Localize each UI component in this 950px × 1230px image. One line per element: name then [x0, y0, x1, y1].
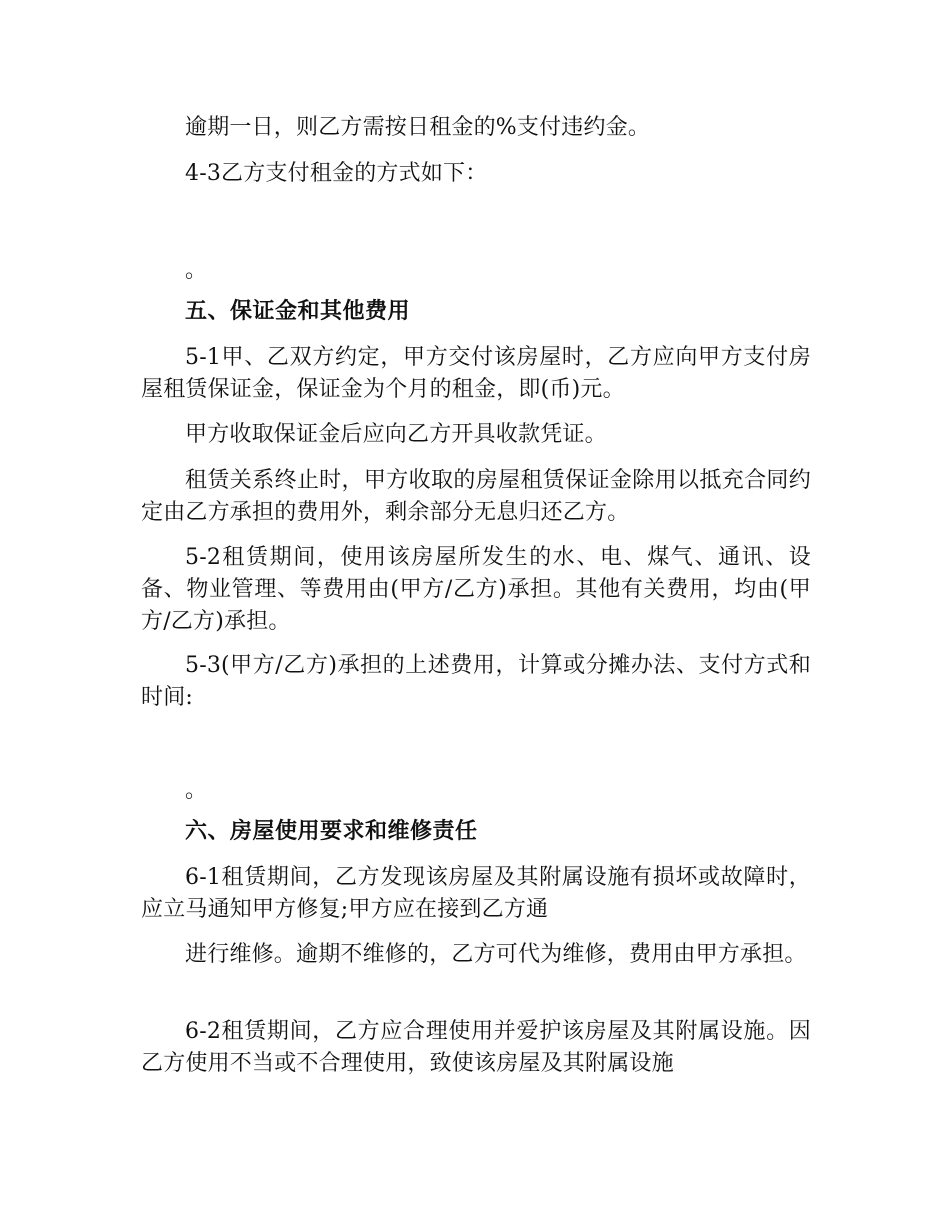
paragraph-5-2: 5-2租赁期间，使用该房屋所发生的水、电、煤气、通讯、设备、物业管理、等费用由(甲方/乙方)承担。其他有关费用，均由(甲方/乙方)承担。: [141, 545, 811, 634]
paragraph-5-1: 5-1甲、乙双方约定，甲方交付该房屋时，乙方应向甲方支付房屋租赁保证金，保证金为个月的租金，即(币)元。: [141, 345, 811, 402]
paragraph-receipt: 甲方收取保证金后应向乙方开具收款凭证。: [185, 422, 607, 447]
section-heading-5: 五、保证金和其他费用: [185, 299, 411, 324]
paragraph-5-3: 5-3(甲方/乙方)承担的上述费用，计算或分摊办法、支付方式和时间:: [141, 653, 811, 710]
paragraph-overdue-penalty: 逾期一日，则乙方需按日租金的%支付违约金。: [185, 115, 651, 140]
paragraph-6-1: 6-1租赁期间，乙方发现该房屋及其附属设施有损坏或故障时，应立马通知甲方修复;甲方应在接到乙方通: [141, 865, 811, 922]
paragraph-blank-end-2: 。: [185, 778, 208, 803]
paragraph-deposit-return: 租赁关系终止时，甲方收取的房屋租赁保证金除用以抵充合同约定由乙方承担的费用外，剩余部分无息归还乙方。: [141, 468, 811, 525]
paragraph-6-2: 6-2租赁期间，乙方应合理使用并爱护该房屋及其附属设施。因乙方使用不当或不合理使用，致使该房屋及其附属设施: [141, 1019, 811, 1076]
paragraph-4-3: 4-3乙方支付租金的方式如下：: [185, 161, 488, 186]
paragraph-blank-end-1: 。: [185, 258, 208, 283]
paragraph-repair: 进行维修。逾期不维修的，乙方可代为维修，费用由甲方承担。: [185, 942, 807, 967]
section-heading-6: 六、房屋使用要求和维修责任: [185, 819, 478, 844]
